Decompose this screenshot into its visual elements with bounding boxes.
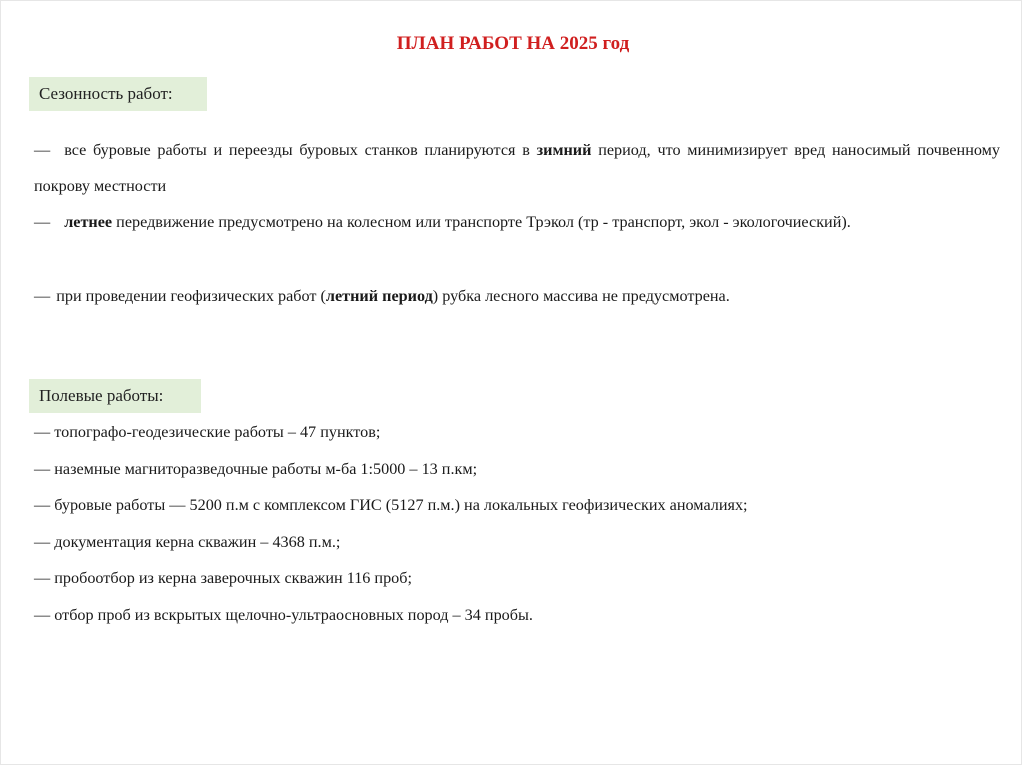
dash: —	[34, 287, 51, 305]
season-item-bold: зимний	[536, 141, 592, 159]
season-item-text: передвижение предусмотрено на колесном или транспорте Трэкол (тр - транспорт, экол - экологочиеский).	[112, 213, 851, 231]
list-item: — наземные магниторазведочные работы м-ба 1:5000 – 13 п.км;	[34, 459, 478, 478]
list-item: — буровые работы — 5200 п.м с комплексом ГИС (5127 п.м.) на локальных геофизических аномалиях;	[34, 496, 748, 515]
list-item: — пробоотбор из керна заверочных скважин 116 проб;	[34, 569, 413, 588]
season-item-text: все буровые работы и переезды буровых станков планируются в	[64, 141, 537, 159]
list-item: — документация керна скважин – 4368 п.м.;	[34, 532, 341, 551]
page-title: ПЛАН РАБОТ НА 2025 год	[396, 33, 630, 54]
season-item-geophysics	[34, 278, 1000, 314]
dash: —	[34, 141, 51, 159]
field-work-list	[34, 414, 1000, 634]
season-section-label: Сезонность работ:	[29, 77, 207, 111]
season-item-summer	[34, 204, 1000, 240]
season-item-bold: летнее	[64, 213, 113, 231]
dash: —	[34, 213, 51, 231]
season-item-text: при проведении геофизических работ (	[56, 287, 326, 305]
list-item: — топографо-геодезические работы – 47 пунктов;	[34, 423, 381, 441]
season-item-bold: летний период	[325, 287, 433, 305]
season-item-text: период, что минимизирует вред наносимый почвенному покрову местности	[34, 141, 1000, 195]
field-section-label: Полевые работы:	[29, 379, 201, 413]
list-item: — отбор проб из вскрытых щелочно-ультраосновных пород – 34 пробы.	[34, 605, 533, 624]
season-item-text: ) рубка лесного массива не предусмотрена.	[432, 287, 730, 305]
season-item-winter	[34, 132, 1000, 204]
